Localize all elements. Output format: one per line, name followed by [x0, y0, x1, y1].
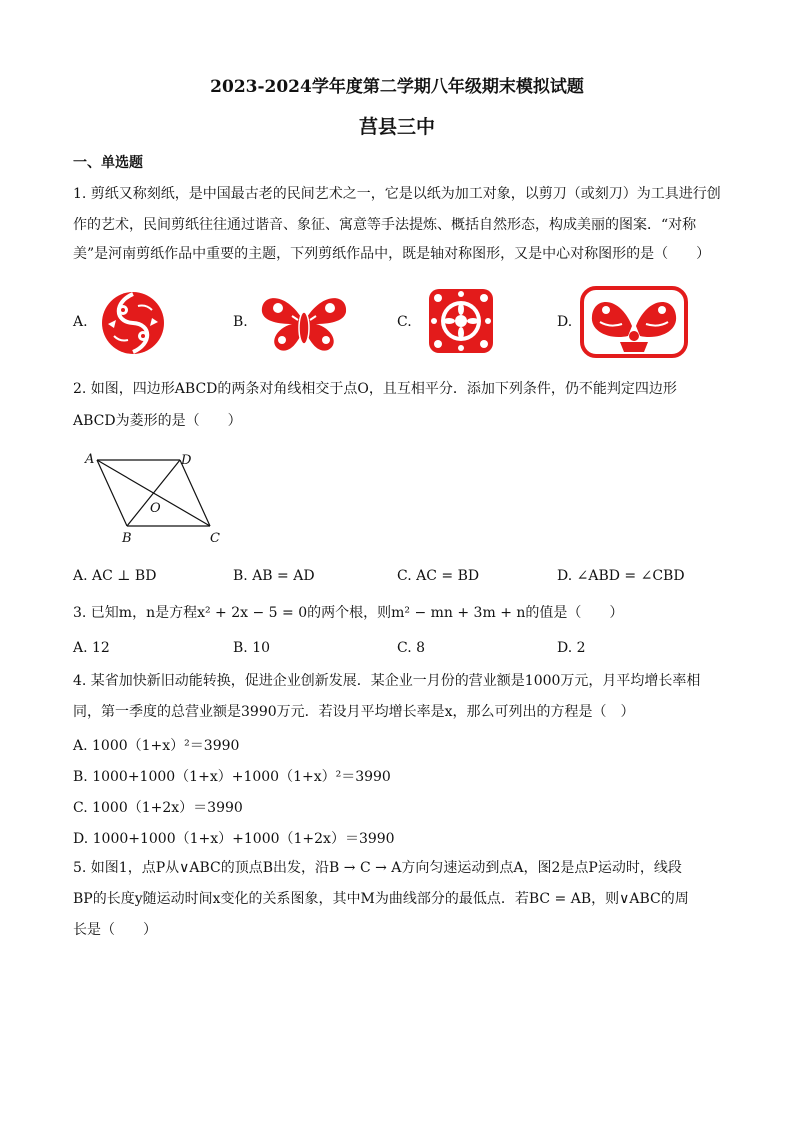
q1-line-2: 作的艺术，民间剪纸往往通过谐音、象征、寓意等手法提炼、概括自然形态，构成美丽的图案．“对称	[73, 217, 697, 233]
q1-option-b-label: B.	[233, 314, 248, 330]
side-dc	[180, 460, 210, 526]
q4-option-d: D. 1000+1000（1+x）+1000（1+2x）＝3990	[73, 831, 395, 847]
q4-line-2: 同，第一季度的总营业额是3990万元．若设月平均增长率是x，那么可列出的方程是（ ）	[73, 704, 635, 720]
vertex-label-d: D	[181, 453, 192, 468]
q3-option-a: A. 12	[73, 640, 110, 656]
q1-line-3: 美”是河南剪纸作品中重要的主题，下列剪纸作品中，既是轴对称图形，又是中心对称图形的是（ ）	[73, 246, 711, 262]
q4-line-1: 4. 某省加快新旧动能转换，促进企业创新发展．某企业一月份的营业额是1000万元，月平均增长率相	[73, 673, 701, 689]
papercut-a-image	[96, 288, 170, 358]
q3-option-c: C. 8	[397, 640, 426, 656]
vertex-label-c: C	[210, 531, 220, 546]
papercut-b-image	[256, 288, 352, 356]
q1-option-d-label: D.	[557, 314, 573, 330]
q5-line-2: BP的长度y随运动时间x变化的关系图象，其中M为曲线部分的最低点．若BC = AB，则∨ABC的周	[73, 891, 689, 907]
q3-option-b: B. 10	[233, 640, 271, 656]
q1-line-1: 1. 剪纸又称刻纸，是中国最古老的民间艺术之一，它是以纸为加工对象，以剪刀（或刻刀）为工具进行创	[73, 186, 721, 202]
q2-line-1: 2. 如图，四边形ABCD的两条对角线相交于点O，且互相平分．添加下列条件，仍不能判定四边形	[73, 381, 677, 397]
q5-line-1: 5. 如图1，点P从∨ABC的顶点B出发，沿B → C → A方向匀速运动到点A，图2是点P运动时，线段	[73, 860, 682, 876]
side-ba	[97, 460, 127, 526]
q2-option-d: D. ∠ABD = ∠CBD	[557, 568, 685, 584]
q3-line: 3. 已知m，n是方程x² + 2x − 5 = 0的两个根，则m² − mn + 3m + n的值是（ ）	[73, 605, 624, 621]
parallelogram-figure	[82, 448, 232, 548]
papercut-d-image	[580, 286, 688, 358]
q4-option-c: C. 1000（1+2x）＝3990	[73, 800, 243, 816]
q5-line-3: 长是（ ）	[73, 922, 157, 938]
q4-option-a: A. 1000（1+x）²＝3990	[73, 738, 240, 754]
vertex-label-a: A	[85, 452, 95, 467]
q2-option-c: C. AC = BD	[397, 568, 480, 584]
q3-option-d: D. 2	[557, 640, 586, 656]
q1-option-c-label: C.	[397, 314, 412, 330]
school-name: 莒县三中	[358, 116, 435, 138]
q1-option-a-label: A.	[73, 314, 88, 330]
q4-option-b: B. 1000+1000（1+x）+1000（1+x）²＝3990	[73, 769, 391, 785]
papercut-c-image	[424, 284, 498, 358]
q2-option-b: B. AB = AD	[233, 568, 315, 584]
point-label-o: O	[150, 501, 161, 516]
vertex-label-b: B	[122, 531, 132, 546]
q2-line-2: ABCD为菱形的是（ ）	[73, 413, 242, 429]
q2-option-a: A. AC ⊥ BD	[73, 568, 157, 584]
section-heading: 一、单选题	[73, 155, 143, 171]
exam-title: 2023-2024学年度第二学期八年级期末模拟试题	[210, 77, 584, 97]
diagonal-bd	[127, 460, 180, 526]
